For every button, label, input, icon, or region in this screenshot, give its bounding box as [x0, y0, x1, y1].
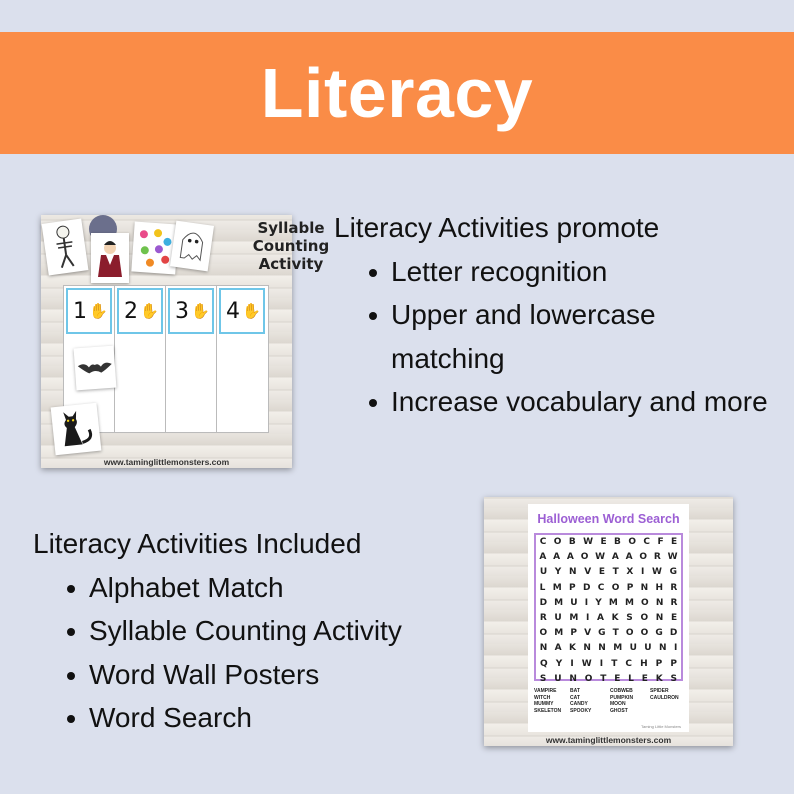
- hand-icon: ✋: [191, 302, 210, 320]
- grid-letter: N: [539, 643, 548, 654]
- grid-row: [536, 657, 681, 672]
- grid-letter: O: [539, 628, 548, 639]
- grid-letter: E: [600, 537, 607, 547]
- grid-letter: U: [539, 567, 548, 578]
- grid-letter: O: [625, 628, 634, 639]
- hand-icon: ✋: [140, 302, 159, 320]
- word-search-grid: [534, 533, 683, 684]
- list-item: Letter recognition: [365, 250, 774, 294]
- grid-letter: Y: [595, 597, 602, 608]
- grid-letter: O: [611, 582, 620, 593]
- grid-letter: B: [568, 537, 576, 547]
- grid-letter: N: [598, 643, 606, 654]
- promote-list: [365, 250, 774, 424]
- list-item: Alphabet Match: [63, 566, 473, 610]
- hand-icon: ✋: [242, 302, 261, 320]
- grid-letter: T: [612, 567, 619, 578]
- list-item: Syllable Counting Activity: [63, 609, 473, 653]
- grid-letter: P: [570, 628, 577, 639]
- activity-title-line: Activity: [258, 255, 324, 273]
- cat-icon: [51, 403, 102, 456]
- skeleton-picture-card: [42, 218, 89, 275]
- grid-letter: N: [568, 567, 577, 578]
- syllable-title-line: Syllable: [257, 219, 325, 237]
- grid-letter: A: [566, 552, 574, 563]
- skeleton-icon: [42, 218, 89, 275]
- number-2: 2: [124, 298, 138, 324]
- grid-letter: R: [539, 613, 547, 624]
- grid-letter: M: [569, 613, 579, 624]
- title-banner: [0, 32, 794, 154]
- word-search-title: Halloween Word Search: [537, 512, 680, 526]
- grid-letter: E: [671, 537, 678, 547]
- grid-letter: C: [539, 537, 547, 547]
- grid-letter: W: [595, 552, 606, 563]
- grid-letter: P: [655, 658, 663, 669]
- grid-letter: O: [641, 597, 649, 608]
- search-word: [650, 708, 683, 715]
- grid-letter: A: [554, 643, 562, 654]
- grid-letter: W: [667, 552, 678, 563]
- grid-letter: G: [669, 567, 678, 578]
- grid-letter: K: [655, 673, 663, 684]
- search-word: MUMMY: [534, 701, 554, 707]
- syllable-activity-preview: [41, 215, 330, 468]
- grid-letter: M: [554, 628, 564, 639]
- grid-letter: I: [570, 658, 574, 669]
- number-box-1: [66, 288, 112, 334]
- grid-letter: U: [570, 597, 578, 608]
- included-list: [63, 566, 473, 740]
- grid-letter: U: [554, 613, 562, 624]
- grid-letter: V: [584, 567, 592, 578]
- hand-icon: ✋: [89, 302, 108, 320]
- grid-letter: M: [554, 597, 564, 608]
- grid-letter: Y: [554, 567, 562, 578]
- search-word: PUMPKIN: [610, 694, 634, 701]
- number-box-2: [117, 288, 163, 334]
- list-item: Word Search: [63, 696, 473, 740]
- grid-letter: O: [640, 628, 649, 639]
- grid-letter: D: [669, 628, 678, 639]
- grid-letter: R: [653, 552, 661, 563]
- search-word: BAT: [570, 688, 580, 694]
- grid-letter: W: [652, 567, 662, 578]
- grid-letter: T: [600, 673, 607, 684]
- grid-letter: Q: [540, 658, 548, 669]
- grid-letter: O: [640, 613, 649, 624]
- syllable-card-website: www.taminglittlemonsters.com: [103, 457, 230, 467]
- grid-letter: P: [626, 582, 634, 593]
- grid-letter: C: [643, 537, 651, 547]
- promote-heading: Literacy Activities promote: [334, 212, 660, 243]
- grid-letter: W: [583, 537, 594, 547]
- search-word: SKELETON: [534, 707, 562, 714]
- grid-letter: L: [539, 582, 546, 593]
- grid-letter: T: [611, 658, 618, 669]
- grid-row: [536, 596, 681, 611]
- word-search-preview: [484, 497, 733, 746]
- grid-letter: X: [626, 567, 634, 578]
- grid-letter: N: [640, 582, 649, 593]
- grid-row: [536, 550, 681, 565]
- grid-letter: A: [597, 613, 604, 624]
- grid-letter: M: [552, 582, 562, 593]
- search-word: CAULDRON: [650, 694, 679, 701]
- search-word: CAT: [570, 694, 580, 701]
- grid-row: [536, 672, 681, 687]
- grid-letter: A: [625, 552, 633, 563]
- cat-picture-card: [51, 403, 102, 456]
- number-3: 3: [175, 298, 189, 324]
- grid-letter: I: [584, 597, 589, 608]
- grid-letter: K: [568, 643, 576, 654]
- grid-letter: O: [553, 537, 562, 547]
- grid-letter: I: [673, 643, 678, 654]
- column-2: [115, 286, 166, 432]
- grid-letter: O: [639, 552, 648, 563]
- grid-letter: N: [655, 597, 664, 608]
- grid-letter: O: [628, 537, 636, 547]
- grid-letter: O: [584, 673, 593, 684]
- grid-letter: E: [641, 673, 648, 684]
- grid-letter: H: [655, 582, 664, 593]
- grid-letter: R: [670, 582, 678, 593]
- search-word: SPIDER: [650, 688, 669, 694]
- grid-letter: A: [553, 552, 561, 563]
- column-4: [217, 286, 267, 432]
- word-search-page: [528, 504, 689, 732]
- syllable-card-title: [251, 219, 331, 273]
- grid-letter: N: [659, 643, 667, 654]
- grid-letter: E: [670, 613, 678, 624]
- grid-letter: S: [670, 673, 678, 684]
- list-item: Upper and lowercase matching: [365, 293, 774, 380]
- grid-letter: D: [539, 597, 548, 608]
- bat-icon: [74, 346, 117, 391]
- grid-letter: A: [539, 552, 547, 563]
- search-word: MOON: [610, 701, 626, 707]
- search-word: COBWEB: [610, 688, 633, 694]
- grid-letter: Y: [555, 658, 563, 669]
- included-heading: Literacy Activities Included: [33, 528, 362, 559]
- vampire-picture-card: [91, 233, 129, 283]
- grid-row: [536, 626, 681, 641]
- grid-letter: S: [626, 613, 633, 624]
- grid-letter: M: [608, 597, 618, 608]
- list-item: Word Wall Posters: [63, 653, 473, 697]
- grid-letter: E: [614, 673, 621, 684]
- grid-letter: D: [582, 582, 591, 593]
- search-word: WITCH: [534, 694, 551, 701]
- grid-letter: F: [657, 537, 664, 547]
- grid-letter: V: [584, 628, 592, 639]
- grid-letter: E: [598, 567, 605, 578]
- grid-letter: P: [569, 582, 576, 593]
- grid-letter: U: [554, 673, 562, 684]
- grid-letter: M: [624, 597, 634, 608]
- grid-letter: C: [597, 582, 605, 593]
- grid-letter: N: [583, 643, 591, 654]
- grid-letter: A: [611, 552, 619, 563]
- search-word: VAMPIRE: [534, 688, 557, 694]
- word-list: [534, 688, 683, 714]
- grid-row: [536, 565, 681, 580]
- grid-letter: W: [581, 658, 592, 669]
- word-search-card-website: www.taminglittlemonsters.com: [545, 735, 672, 745]
- grid-letter: N: [569, 673, 577, 684]
- grid-letter: G: [598, 628, 606, 639]
- word-search-credit: Taming Little Monsters: [640, 724, 681, 729]
- grid-row: [536, 581, 681, 596]
- search-word: CANDY: [570, 701, 588, 707]
- bat-picture-card: [74, 346, 117, 391]
- grid-letter: C: [625, 658, 632, 669]
- search-word: SPOOKY: [570, 707, 592, 714]
- counting-title-line: Counting: [252, 237, 330, 255]
- number-box-3: [168, 288, 214, 334]
- grid-letter: U: [629, 643, 637, 654]
- grid-row: [536, 641, 681, 656]
- grid-letter: T: [612, 628, 619, 639]
- grid-letter: I: [599, 658, 604, 669]
- grid-row: [536, 611, 681, 626]
- grid-letter: R: [670, 597, 678, 608]
- vampire-icon: [91, 233, 129, 283]
- grid-letter: I: [586, 613, 590, 624]
- search-word: GHOST: [610, 707, 628, 714]
- included-section: [33, 522, 473, 740]
- grid-letter: I: [641, 567, 645, 578]
- ghost-icon: [170, 221, 214, 272]
- number-1: 1: [73, 298, 87, 324]
- promote-section: [334, 206, 774, 424]
- grid-letter: M: [613, 643, 623, 654]
- grid-letter: G: [655, 628, 663, 639]
- ghost-picture-card: [170, 221, 214, 272]
- grid-letter: U: [644, 643, 652, 654]
- grid-row: [536, 535, 681, 550]
- grid-letter: B: [614, 537, 621, 547]
- grid-letter: L: [628, 673, 634, 684]
- grid-letter: P: [670, 658, 677, 669]
- grid-letter: H: [640, 658, 648, 669]
- grid-letter: K: [611, 613, 619, 624]
- column-3: [166, 286, 217, 432]
- number-box-4: [219, 288, 265, 334]
- grid-letter: S: [539, 673, 547, 684]
- grid-letter: O: [580, 552, 589, 563]
- number-4: 4: [226, 298, 240, 324]
- list-item: Increase vocabulary and more: [365, 380, 774, 424]
- page-title: Literacy: [260, 54, 534, 132]
- grid-letter: N: [655, 613, 664, 624]
